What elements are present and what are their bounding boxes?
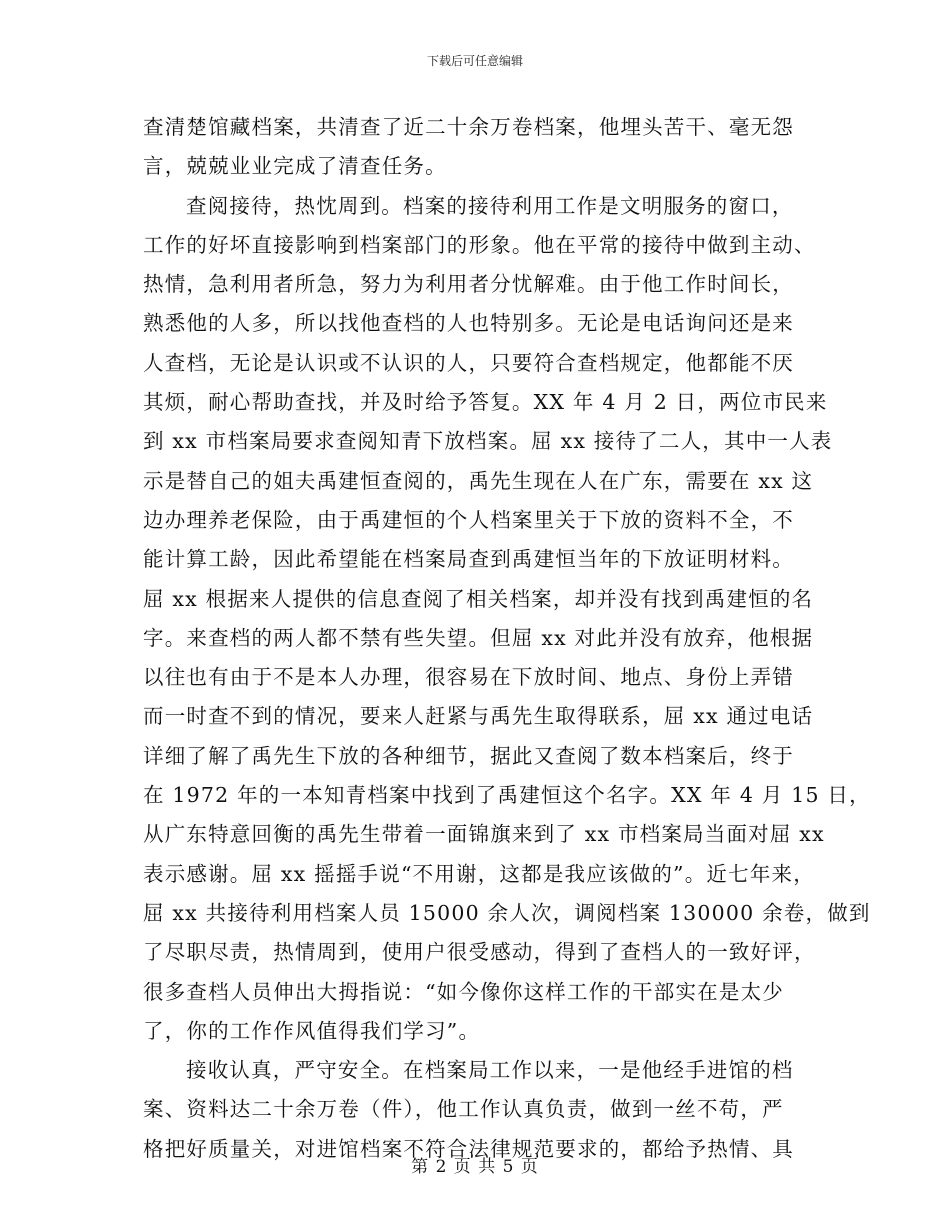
text-line: 很多查档人员伸出大拇指说：“如今像你这样工作的干部实在是太少 [143, 979, 784, 1004]
text-line: 屈 xx 共接待利用档案人员 15000 余人次，调阅档案 130000 余卷，做到 [143, 900, 871, 925]
text-line: 而一时查不到的情况，要来人赶紧与禹先生取得联系，屈 xx 通过电话 [143, 704, 814, 729]
text-line: 熟悉他的人多，所以找他查档的人也特别多。无论是电话询问还是来 [143, 311, 794, 336]
text-line: 案、资料达二十余万卷（件），他工作认真负责，做到一丝不苟，严 [143, 1097, 784, 1122]
document-body [143, 108, 871, 1169]
text-line: 示是替自己的姐夫禹建恒查阅的，禹先生现在人在广东，需要在 xx 这 [143, 468, 814, 493]
text-line: 在 1972 年的一本知青档案中找到了禹建恒这个名字。XX 年 4 月 15 日， [143, 783, 871, 808]
text-line: 言，兢兢业业完成了清查任务。 [143, 154, 447, 179]
text-line: 从广东特意回衡的禹先生带着一面锦旗来到了 xx 市档案局当面对屈 xx [143, 822, 825, 847]
page-number-footer: 第 2 页 共 5 页 [411, 1157, 539, 1177]
text-line: 了，你的工作作风值得我们学习”。 [143, 1018, 481, 1043]
text-line: 边办理养老保险，由于禹建恒的个人档案里关于下放的资料不全，不 [143, 507, 794, 532]
text-line: 以往也有由于不是本人办理，很容易在下放时间、地点、身份上弄错 [143, 665, 794, 690]
text-line: 查清楚馆藏档案，共清查了近二十余万卷档案，他埋头苦干、毫无怨 [143, 115, 794, 139]
page-header: 下载后可任意编辑 [426, 54, 523, 68]
text-line: 查阅接待，热忱周到。档案的接待利用工作是文明服务的窗口， [186, 193, 794, 218]
text-line: 详细了解了禹先生下放的各种细节，据此又查阅了数本档案后，终于 [143, 743, 794, 768]
text-line: 表示感谢。屈 xx 摇摇手说“不用谢，这都是我应该做的”。近七年来， [143, 861, 815, 886]
text-line: 格把好质量关，对进馆档案不符合法律规范要求的，都给予热情、具 [143, 1136, 794, 1161]
text-line: 到 xx 市档案局要求查阅知青下放档案。屈 xx 接待了二人，其中一人表 [143, 429, 833, 454]
text-line: 热情，急利用者所急，努力为利用者分忧解难。由于他工作时间长， [143, 272, 794, 297]
text-line: 其烦，耐心帮助查找，并及时给予答复。XX 年 4 月 2 日，两位市民来 [143, 390, 828, 415]
text-line: 接收认真，严守安全。在档案局工作以来，一是他经手进馆的档 [186, 1058, 794, 1083]
text-line: 人查档，无论是认识或不认识的人，只要符合查档规定，他都能不厌 [143, 350, 794, 375]
text-line: 工作的好坏直接影响到档案部门的形象。他在平常的接待中做到主动、 [143, 232, 816, 257]
text-line: 字。来查档的两人都不禁有些失望。但屈 xx 对此并没有放弃，他根据 [143, 625, 814, 650]
text-line: 了尽职尽责，热情周到，使用户很受感动，得到了查档人的一致好评， [143, 940, 816, 965]
text-line: 屈 xx 根据来人提供的信息查阅了相关档案，却并没有找到禹建恒的名 [143, 586, 814, 611]
text-line: 能计算工龄，因此希望能在档案局查到禹建恒当年的下放证明材料。 [143, 547, 794, 572]
